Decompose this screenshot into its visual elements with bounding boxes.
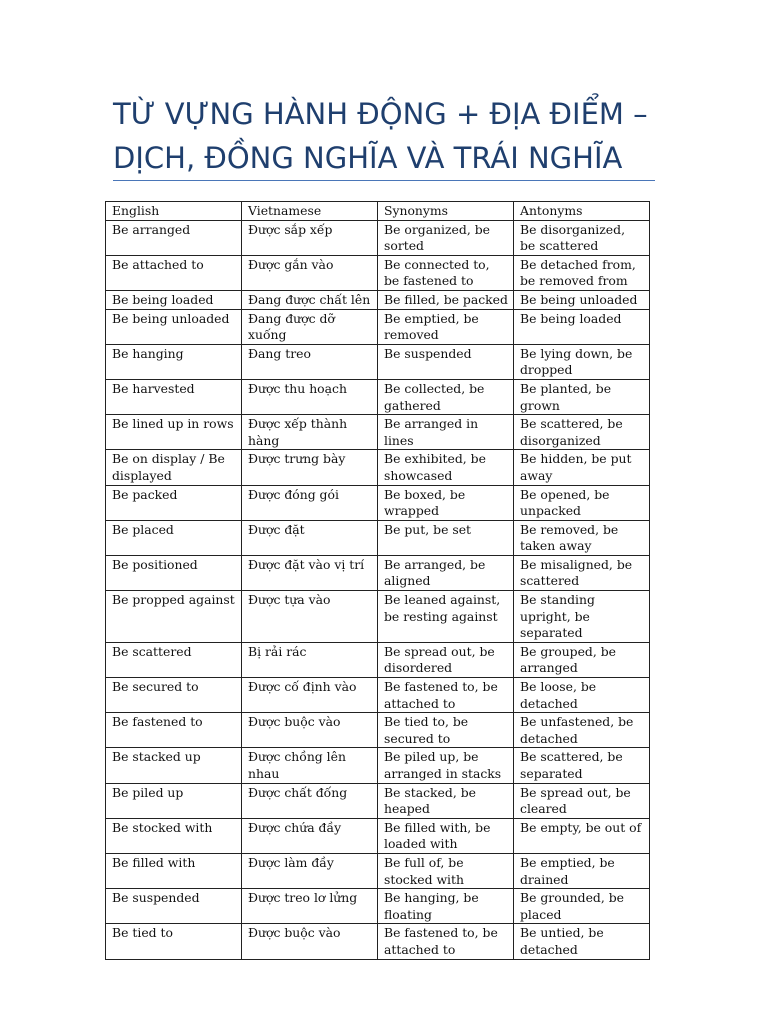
cell-synonyms: Be hanging, be floating: [378, 889, 514, 924]
cell-vietnamese: Được buộc vào: [242, 924, 378, 959]
cell-antonyms: Be lying down, be dropped: [514, 344, 650, 379]
cell-vietnamese: Được đặt: [242, 520, 378, 555]
cell-vietnamese: Được gắn vào: [242, 255, 378, 290]
cell-synonyms: Be emptied, be removed: [378, 309, 514, 344]
cell-antonyms: Be opened, be unpacked: [514, 485, 650, 520]
table-header-row: [106, 202, 650, 221]
table-row: [106, 309, 650, 344]
table-row: [106, 379, 650, 414]
cell-antonyms: Be loose, be detached: [514, 678, 650, 713]
cell-english: Be attached to: [106, 255, 242, 290]
cell-vietnamese: Được thu hoạch: [242, 379, 378, 414]
cell-english: Be placed: [106, 520, 242, 555]
cell-vietnamese: Được chất đống: [242, 783, 378, 818]
table-row: [106, 818, 650, 853]
table-row: [106, 748, 650, 783]
cell-english: Be filled with: [106, 853, 242, 888]
cell-synonyms: Be leaned against, be resting against: [378, 591, 514, 643]
cell-antonyms: Be standing upright, be separated: [514, 591, 650, 643]
cell-antonyms: Be scattered, be separated: [514, 748, 650, 783]
cell-synonyms: Be collected, be gathered: [378, 379, 514, 414]
table-row: [106, 485, 650, 520]
cell-english: Be hanging: [106, 344, 242, 379]
cell-english: Be being unloaded: [106, 309, 242, 344]
cell-vietnamese: Được xếp thành hàng: [242, 415, 378, 450]
cell-english: Be propped against: [106, 591, 242, 643]
cell-english: Be stacked up: [106, 748, 242, 783]
table-row: [106, 255, 650, 290]
cell-vietnamese: Được tựa vào: [242, 591, 378, 643]
cell-antonyms: Be hidden, be put away: [514, 450, 650, 485]
page-title-line-2: DỊCH, ĐỒNG NGHĨA VÀ TRÁI NGHĨA: [113, 141, 623, 175]
cell-vietnamese: Được chồng lên nhau: [242, 748, 378, 783]
cell-synonyms: Be tied to, be secured to: [378, 713, 514, 748]
table-row: [106, 344, 650, 379]
cell-synonyms: Be boxed, be wrapped: [378, 485, 514, 520]
cell-english: Be positioned: [106, 555, 242, 590]
table-row: [106, 642, 650, 677]
cell-synonyms: Be stacked, be heaped: [378, 783, 514, 818]
header-synonyms: Synonyms: [378, 202, 514, 221]
cell-vietnamese: Đang treo: [242, 344, 378, 379]
cell-vietnamese: Được sắp xếp: [242, 220, 378, 255]
table-row: [106, 783, 650, 818]
cell-english: Be secured to: [106, 678, 242, 713]
cell-antonyms: Be emptied, be drained: [514, 853, 650, 888]
cell-antonyms: Be empty, be out of: [514, 818, 650, 853]
cell-synonyms: Be full of, be stocked with: [378, 853, 514, 888]
cell-synonyms: Be spread out, be disordered: [378, 642, 514, 677]
cell-english: Be lined up in rows: [106, 415, 242, 450]
cell-vietnamese: Được đóng gói: [242, 485, 378, 520]
cell-english: Be tied to: [106, 924, 242, 959]
cell-english: Be arranged: [106, 220, 242, 255]
cell-antonyms: Be grouped, be arranged: [514, 642, 650, 677]
cell-synonyms: Be filled with, be loaded with: [378, 818, 514, 853]
cell-synonyms: Be put, be set: [378, 520, 514, 555]
table-row: [106, 591, 650, 643]
table-row: [106, 520, 650, 555]
table-row: [106, 713, 650, 748]
page-title: [113, 92, 673, 180]
cell-english: Be piled up: [106, 783, 242, 818]
cell-synonyms: Be suspended: [378, 344, 514, 379]
cell-synonyms: Be exhibited, be showcased: [378, 450, 514, 485]
cell-vietnamese: Đang được chất lên: [242, 290, 378, 309]
cell-antonyms: Be untied, be detached: [514, 924, 650, 959]
cell-vietnamese: Đang được dỡ xuống: [242, 309, 378, 344]
cell-synonyms: Be filled, be packed: [378, 290, 514, 309]
cell-antonyms: Be misaligned, be scattered: [514, 555, 650, 590]
cell-vietnamese: Được đặt vào vị trí: [242, 555, 378, 590]
cell-vietnamese: Bị rải rác: [242, 642, 378, 677]
cell-vietnamese: Được chứa đầy: [242, 818, 378, 853]
table-row: [106, 889, 650, 924]
table-row: [106, 853, 650, 888]
cell-vietnamese: Được treo lơ lửng: [242, 889, 378, 924]
cell-antonyms: Be removed, be taken away: [514, 520, 650, 555]
page-title-line-1: TỪ VỰNG HÀNH ĐỘNG + ĐỊA ĐIỂM –: [113, 97, 648, 131]
cell-antonyms: Be grounded, be placed: [514, 889, 650, 924]
cell-english: Be fastened to: [106, 713, 242, 748]
title-underline: [113, 180, 655, 181]
table-row: [106, 290, 650, 309]
table-row: [106, 555, 650, 590]
cell-vietnamese: Được trưng bày: [242, 450, 378, 485]
cell-antonyms: Be being unloaded: [514, 290, 650, 309]
header-antonyms: Antonyms: [514, 202, 650, 221]
cell-english: Be on display / Be displayed: [106, 450, 242, 485]
cell-synonyms: Be connected to, be fastened to: [378, 255, 514, 290]
cell-antonyms: Be disorganized, be scattered: [514, 220, 650, 255]
cell-synonyms: Be fastened to, be attached to: [378, 924, 514, 959]
table-row: [106, 924, 650, 959]
cell-synonyms: Be piled up, be arranged in stacks: [378, 748, 514, 783]
vocabulary-table: [105, 201, 650, 960]
cell-english: Be packed: [106, 485, 242, 520]
vocabulary-table-body: [106, 202, 650, 960]
header-english: English: [106, 202, 242, 221]
cell-vietnamese: Được làm đầy: [242, 853, 378, 888]
table-row: [106, 415, 650, 450]
cell-english: Be stocked with: [106, 818, 242, 853]
cell-antonyms: Be unfastened, be detached: [514, 713, 650, 748]
cell-antonyms: Be scattered, be disorganized: [514, 415, 650, 450]
table-row: [106, 220, 650, 255]
cell-synonyms: Be arranged in lines: [378, 415, 514, 450]
cell-vietnamese: Được cố định vào: [242, 678, 378, 713]
cell-vietnamese: Được buộc vào: [242, 713, 378, 748]
cell-synonyms: Be arranged, be aligned: [378, 555, 514, 590]
cell-antonyms: Be being loaded: [514, 309, 650, 344]
cell-synonyms: Be fastened to, be attached to: [378, 678, 514, 713]
cell-antonyms: Be detached from, be removed from: [514, 255, 650, 290]
cell-antonyms: Be planted, be grown: [514, 379, 650, 414]
cell-synonyms: Be organized, be sorted: [378, 220, 514, 255]
table-row: [106, 450, 650, 485]
cell-english: Be suspended: [106, 889, 242, 924]
cell-english: Be being loaded: [106, 290, 242, 309]
cell-english: Be scattered: [106, 642, 242, 677]
header-vietnamese: Vietnamese: [242, 202, 378, 221]
cell-antonyms: Be spread out, be cleared: [514, 783, 650, 818]
cell-english: Be harvested: [106, 379, 242, 414]
table-row: [106, 678, 650, 713]
